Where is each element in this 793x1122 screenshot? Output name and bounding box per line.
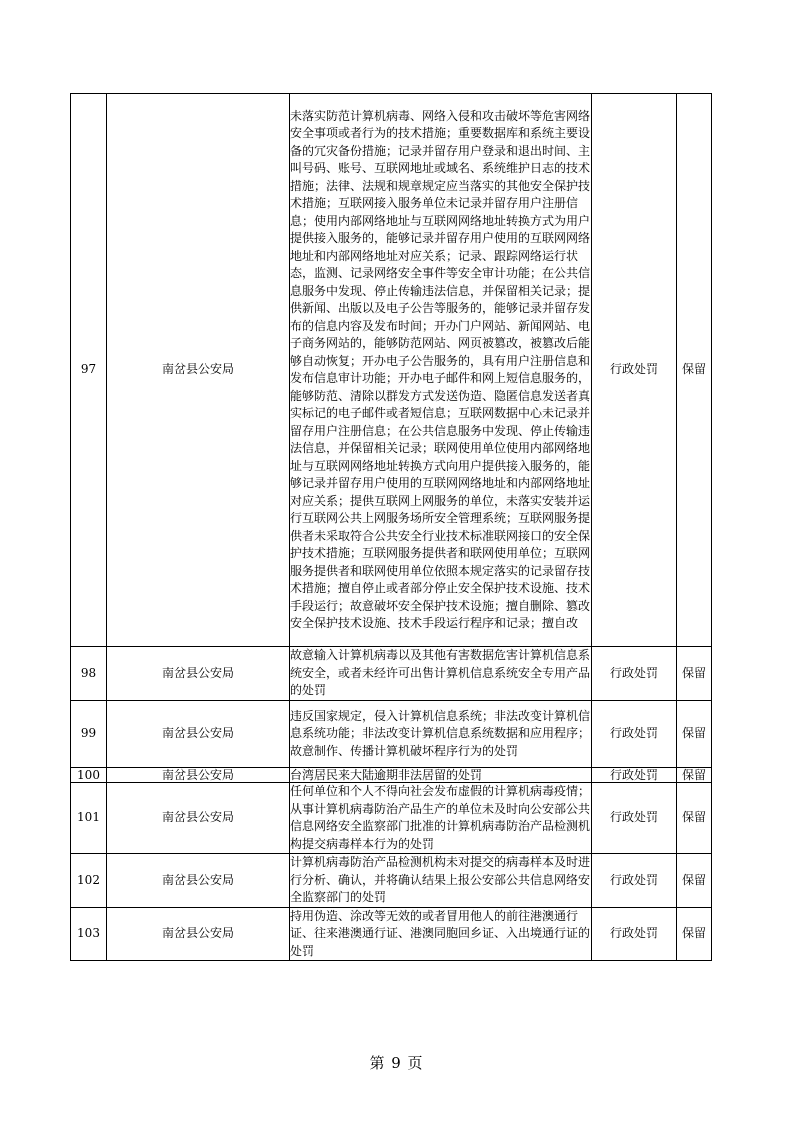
table-row bbox=[71, 768, 712, 783]
item-description: 持用伪造、涂改等无效的或者冒用他人的前往港澳通行证、往来港澳通行证、港澳同胞回乡证、入出境通行证的处罚 bbox=[290, 907, 592, 961]
department-cell: 南岔县公安局 bbox=[107, 783, 290, 854]
department-cell: 南岔县公安局 bbox=[107, 94, 290, 647]
item-description: 违反国家规定，侵入计算机信息系统；非法改变计算机信息系统功能；非法改变计算机信息系统数据和应用程序；故意制作、传播计算机破坏程序行为的处罚 bbox=[290, 701, 592, 768]
power-type-cell: 行政处罚 bbox=[592, 94, 677, 647]
item-description: 故意输入计算机病毒以及其他有害数据危害计算机信息系统安全，或者未经许可出售计算机信息系统安全专用产品的处罚 bbox=[290, 647, 592, 701]
power-type-cell: 行政处罚 bbox=[592, 768, 677, 783]
department-cell: 南岔县公安局 bbox=[107, 907, 290, 961]
power-type-cell: 行政处罚 bbox=[592, 907, 677, 961]
table-row bbox=[71, 647, 712, 701]
table-row bbox=[71, 907, 712, 961]
row-number: 100 bbox=[71, 768, 107, 783]
status-cell: 保留 bbox=[677, 783, 712, 854]
table-row bbox=[71, 783, 712, 854]
item-description: 任何单位和个人不得向社会发布虚假的计算机病毒疫情；从事计算机病毒防治产品生产的单位未及时向公安部公共信息网络安全监察部门批准的计算机病毒防治产品检测机构提交病毒样本行为的处罚 bbox=[290, 783, 592, 854]
power-type-cell: 行政处罚 bbox=[592, 854, 677, 908]
row-number: 99 bbox=[71, 701, 107, 768]
row-number: 97 bbox=[71, 94, 107, 647]
status-cell: 保留 bbox=[677, 768, 712, 783]
row-number: 103 bbox=[71, 907, 107, 961]
table-row bbox=[71, 701, 712, 768]
table-row bbox=[71, 854, 712, 908]
page-number: 第 9 页 bbox=[369, 1054, 424, 1072]
item-description: 台湾居民来大陆逾期非法居留的处罚 bbox=[290, 768, 592, 783]
department-cell: 南岔县公安局 bbox=[107, 647, 290, 701]
power-type-cell: 行政处罚 bbox=[592, 783, 677, 854]
catalog-table bbox=[70, 93, 712, 961]
item-description: 计算机病毒防治产品检测机构未对提交的病毒样本及时进行分析、确认，并将确认结果上报公安部公共信息网络安全监察部门的处罚 bbox=[290, 854, 592, 908]
row-number: 102 bbox=[71, 854, 107, 908]
department-cell: 南岔县公安局 bbox=[107, 701, 290, 768]
power-type-cell: 行政处罚 bbox=[592, 647, 677, 701]
department-cell: 南岔县公安局 bbox=[107, 854, 290, 908]
status-cell: 保留 bbox=[677, 907, 712, 961]
department-cell: 南岔县公安局 bbox=[107, 768, 290, 783]
status-cell: 保留 bbox=[677, 647, 712, 701]
table-row bbox=[71, 94, 712, 647]
status-cell: 保留 bbox=[677, 94, 712, 647]
status-cell: 保留 bbox=[677, 701, 712, 768]
row-number: 101 bbox=[71, 783, 107, 854]
row-number: 98 bbox=[71, 647, 107, 701]
power-type-cell: 行政处罚 bbox=[592, 701, 677, 768]
item-description: 未落实防范计算机病毒、网络入侵和攻击破坏等危害网络安全事项或者行为的技术措施；重要数据库和系统主要设备的冗灾备份措施；记录并留存用户登录和退出时间、主叫号码、账号、互联网地址或域名、系统维护日志的技术措施；法律、法规和规章规定应当落实的其他安全保护技术措施；互联网接入服务单位未记录并留存用户注册信息；使用内部网络地址与互联网网络地址转换方式为用户提供接入服务的，能够记录并留存用户使用的互联网网络地址和内部网络地址对应关系；记录、跟踪网络运行状态，监测、记录网络安全事件等安全审计功能；在公共信息服务中发现、停止传输违法信息，并保留相关记录；提供新闻、出版以及电子公告等服务的，能够记录并留存发布的信息内容及发布时间；开办门户网站、新闻网站、电子商务网站的，能够防范网站、网页被篡改，被篡改后能够自动恢复；开办电子公告服务的，具有用户注册信息和发布信息审计功能；开办电子邮件和网上短信息服务的，能够防范、清除以群发方式发送伪造、隐匿信息发送者真实标记的电子邮件或者短信息；互联网数据中心未记录并留存用户注册信息；在公共信息服务中发现、停止传输违法信息，并保留相关记录；联网使用单位使用内部网络地址与互联网网络地址转换方式向用户提供接入服务的，能够记录并留存用户使用的互联网网络地址和内部网络地址对应关系；提供互联网上网服务的单位，未落实安装并运行互联网公共上网服务场所安全管理系统；互联网服务提供者未采取符合公共安全行业技术标准联网接口的安全保护技术措施；互联网服务提供者和联网使用单位；互联网服务提供者和联网使用单位依照本规定落实的记录留存技术措施；擅自停止或者部分停止安全保护技术设施、技术手段运行；故意破坏安全保护技术设施；擅自删除、篡改安全保护技术设施、技术手段运行程序和记录；擅自改 bbox=[290, 94, 592, 647]
status-cell: 保留 bbox=[677, 854, 712, 908]
